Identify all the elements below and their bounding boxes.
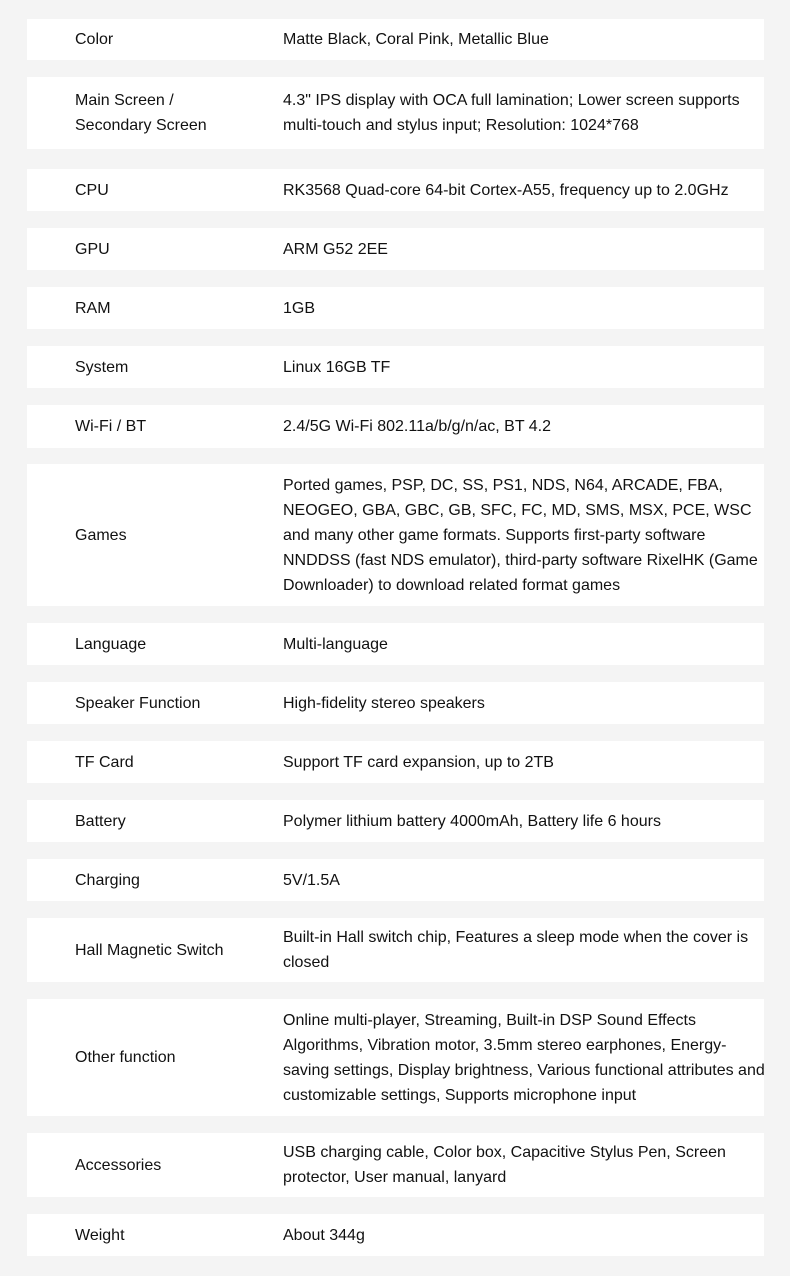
spec-value: Linux 16GB TF [283,358,391,376]
spec-label: Games [75,526,127,544]
spec-value: 4.3" IPS display with OCA full lamination; Lower screen supports multi-touch and stylus input; Resolution: 1024*768 [283,92,740,134]
spec-label: Accessories [75,1156,162,1174]
spec-row-cpu [27,169,764,211]
spec-label: Hall Magnetic Switch [75,941,224,959]
spec-row-accessories [27,1133,764,1197]
spec-value: Multi-language [283,635,388,653]
spec-label: System [75,358,129,376]
spec-label: CPU [75,181,109,199]
spec-label: Wi-Fi / BT [75,418,147,435]
spec-row-weight [27,1214,764,1256]
spec-row-color [27,19,764,60]
spec-row-screen [27,77,764,149]
spec-value: 1GB [283,299,316,317]
spec-row-other-function [27,999,764,1116]
spec-value: Support TF card expansion, up to 2TB [283,753,554,771]
spec-label: Main Screen / Secondary Screen [75,92,207,134]
spec-label: Battery [75,812,126,830]
spec-label: TF Card [75,753,134,771]
spec-row-wifi-bt [27,405,764,448]
spec-value: Built-in Hall switch chip, Features a sleep mode when the cover is closed [283,929,749,971]
spec-label: Speaker Function [75,694,201,712]
spec-value: Online multi-player, Streaming, Built-in DSP Sound Effects Algorithms, Vibration motor, 3.5mm stereo earphones, Energy-saving settings, Display brightness, Various functional attributes and customizable settings, Supports microphone input [283,1011,765,1104]
spec-label: Language [75,635,147,653]
spec-value: High-fidelity stereo speakers [283,694,485,712]
spec-row-speaker [27,682,764,724]
spec-value: About 344g [283,1226,365,1244]
spec-row-language [27,623,764,665]
spec-value: 5V/1.5A [283,871,340,889]
spec-label: Other function [75,1049,176,1066]
spec-row-games [27,464,764,606]
spec-value: Ported games, PSP, DC, SS, PS1, NDS, N64, ARCADE, FBA, NEOGEO, GBA, GBC, GB, SFC, FC, MD, SMS, MSX, PCE, WSC and many other game formats. Supports first-party software NNDDSS (fast NDS emulator), third-party software RixelHK (Game Downloader) to download related format games [283,476,758,594]
spec-row-charging [27,859,764,901]
spec-value: Matte Black, Coral Pink, Metallic Blue [283,31,549,48]
spec-value: USB charging cable, Color box, Capacitive Stylus Pen, Screen protector, User manual, lanyard [283,1144,726,1186]
spec-label: GPU [75,240,110,258]
spec-value: Polymer lithium battery 4000mAh, Battery life 6 hours [283,812,661,830]
spec-row-system [27,346,764,388]
spec-label: Color [75,31,114,48]
spec-label: Weight [75,1226,125,1244]
spec-value: 2.4/5G Wi-Fi 802.11a/b/g/n/ac, BT 4.2 [283,418,551,435]
spec-label: Charging [75,871,140,889]
spec-row-gpu [27,228,764,270]
spec-row-tf-card [27,741,764,783]
spec-label: RAM [75,299,111,317]
spec-row-battery [27,800,764,842]
spec-value: RK3568 Quad-core 64-bit Cortex-A55, frequency up to 2.0GHz [283,181,729,199]
spec-value: ARM G52 2EE [283,240,388,258]
spec-row-hall-switch [27,918,764,982]
spec-row-ram [27,287,764,329]
